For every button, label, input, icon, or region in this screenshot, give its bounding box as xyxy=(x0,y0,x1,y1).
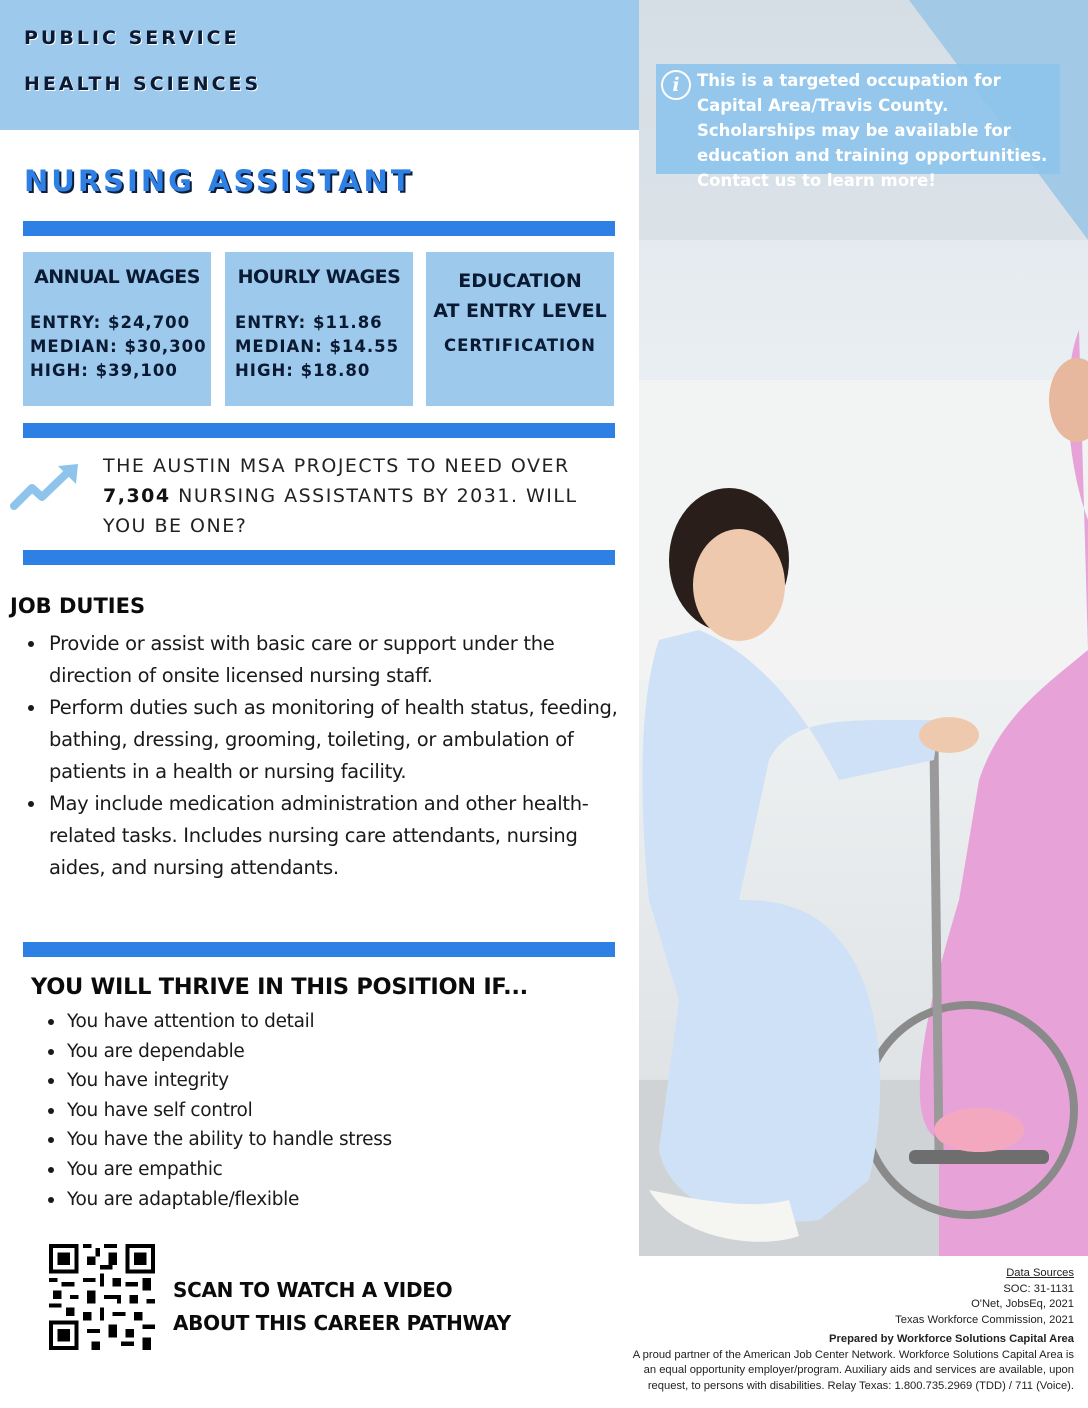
page-title: NURSING ASSISTANT xyxy=(24,164,414,198)
education-value: CERTIFICATION xyxy=(444,336,596,355)
annual-wages-values xyxy=(30,311,207,383)
info-callout-text: This is a targeted occupation for Capital Area/Travis County. Scholarships may be available for education and training opportunities. Contact us to learn more! xyxy=(697,71,1048,190)
header-band xyxy=(0,0,639,130)
divider xyxy=(23,221,615,236)
projection-number: 7,304 xyxy=(103,485,171,507)
divider xyxy=(23,942,615,957)
projection-text-before: THE AUSTIN MSA PROJECTS TO NEED OVER xyxy=(103,455,570,477)
data-sources-link[interactable]: Data Sources xyxy=(1006,1267,1074,1279)
hourly-wages-heading: HOURLY WAGES xyxy=(237,266,401,288)
annual-median: MEDIAN: $30,300 xyxy=(30,337,207,356)
disclaimer-line: A proud partner of the American Job Center Network. Workforce Solutions Capital Area is xyxy=(632,1348,1074,1361)
job-duties-heading: JOB DUTIES xyxy=(10,594,146,618)
list-item: You are empathic xyxy=(48,1155,608,1185)
source-line: O'Net, JobsEq, 2021 xyxy=(971,1298,1074,1310)
video-callout-line-1: SCAN TO WATCH A VIDEO xyxy=(173,1278,453,1302)
education-heading xyxy=(426,266,614,326)
divider xyxy=(23,550,615,565)
education-heading-line-1: EDUCATION xyxy=(458,270,582,292)
annual-wages-card xyxy=(23,252,211,406)
category-health-sciences: HEALTH SCIENCES xyxy=(24,73,262,95)
category-public-service: PUBLIC SERVICE xyxy=(24,27,240,49)
list-item: Perform duties such as monitoring of health status, feeding, bathing, dressing, grooming, toileting, or ambulation of patients in a health or nursing facility. xyxy=(28,692,628,788)
info-icon: i xyxy=(661,70,691,100)
list-item: You have the ability to handle stress xyxy=(48,1125,608,1155)
annual-entry: ENTRY: $24,700 xyxy=(30,313,191,332)
thrive-heading: YOU WILL THRIVE IN THIS POSITION IF... xyxy=(31,974,528,1000)
trending-up-icon xyxy=(10,462,80,512)
list-item: You are adaptable/flexible xyxy=(48,1185,608,1215)
video-callout-line-2: ABOUT THIS CAREER PATHWAY xyxy=(173,1311,511,1335)
annual-wages-heading: ANNUAL WAGES xyxy=(34,266,200,288)
disclaimer-line: request, to persons with disabilities. Relay Texas: 1.800.735.2969 (TDD) / 711 (Voice). xyxy=(647,1379,1074,1392)
list-item: You have self control xyxy=(48,1096,608,1126)
annual-high: HIGH: $39,100 xyxy=(30,361,178,380)
divider xyxy=(23,423,615,438)
list-item: You have integrity xyxy=(48,1066,608,1096)
disclaimer-line: an equal opportunity employer/program. Auxiliary aids and services are available, upon xyxy=(643,1364,1074,1376)
projection-text xyxy=(103,451,623,541)
projection-text-after: NURSING ASSISTANTS BY 2031. WILL YOU BE ONE? xyxy=(103,485,578,537)
hourly-entry: ENTRY: $11.86 xyxy=(235,313,383,332)
list-item: May include medication administration and other health-related tasks. Includes nursing care attendants, nursing aides, and nursing attendants. xyxy=(28,788,628,884)
footer xyxy=(594,1266,1074,1394)
source-line: SOC: 31-1131 xyxy=(1003,1282,1074,1295)
hourly-wages-values xyxy=(235,311,399,383)
education-heading-line-2: AT ENTRY LEVEL xyxy=(433,300,607,322)
list-item: You are dependable xyxy=(48,1037,608,1067)
prepared-by: Prepared by Workforce Solutions Capital Area xyxy=(829,1333,1074,1345)
hourly-high: HIGH: $18.80 xyxy=(235,361,371,380)
hourly-median: MEDIAN: $14.55 xyxy=(235,337,400,356)
job-duties-list xyxy=(28,628,628,884)
source-line: Texas Workforce Commission, 2021 xyxy=(895,1313,1074,1326)
thrive-list xyxy=(48,1007,608,1214)
list-item: Provide or assist with basic care or support under the direction of onsite licensed nursing staff. xyxy=(28,628,628,692)
hourly-wages-card xyxy=(225,252,413,406)
qr-code[interactable] xyxy=(49,1244,155,1350)
video-callout xyxy=(173,1274,511,1340)
list-item: You have attention to detail xyxy=(48,1007,608,1037)
education-card xyxy=(426,252,614,406)
